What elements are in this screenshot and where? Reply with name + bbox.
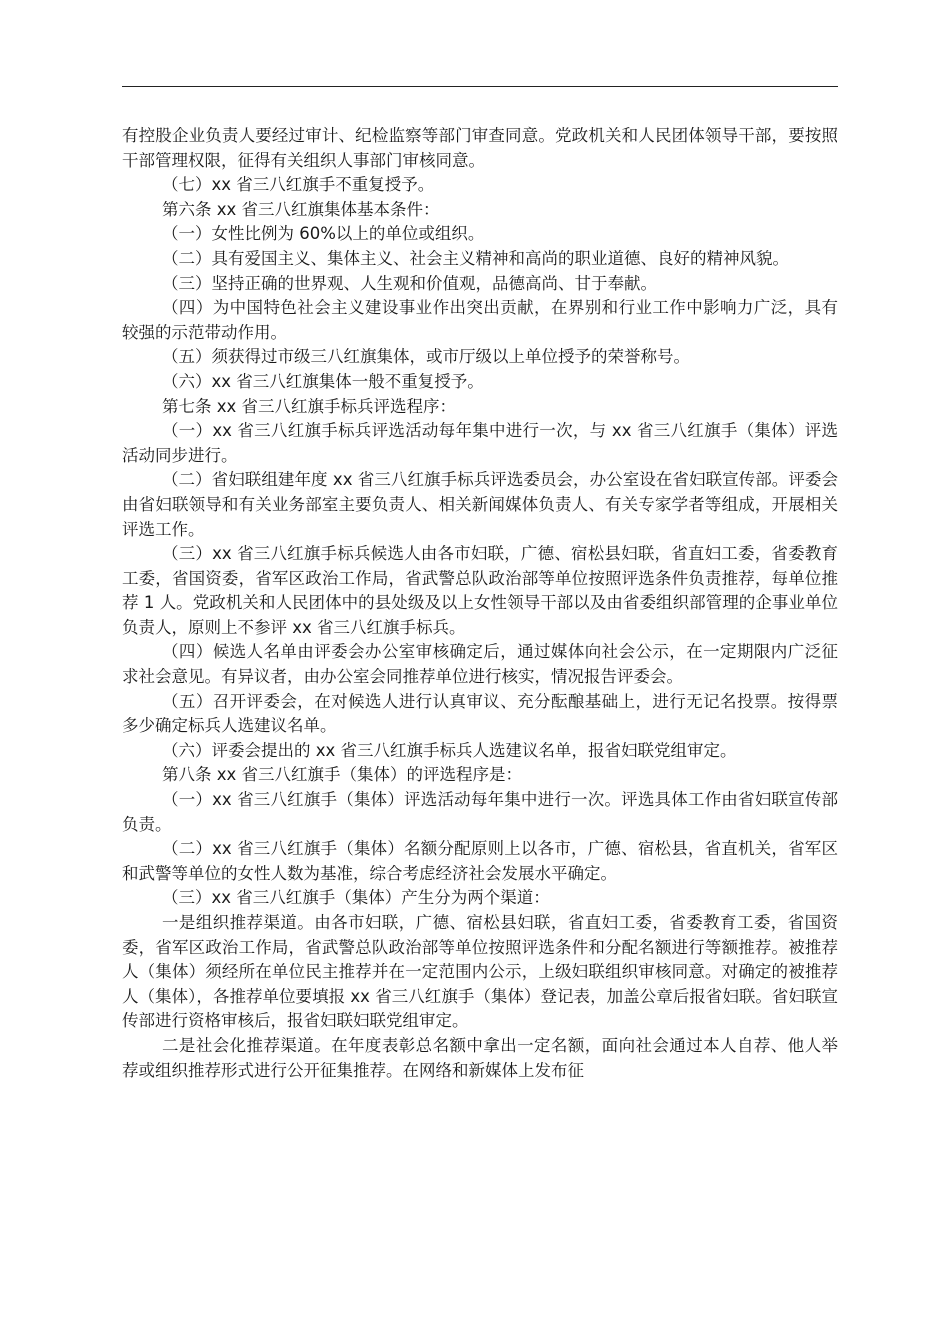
paragraph: （四）为中国特色社会主义建设事业作出突出贡献，在界别和行业工作中影响力广泛，具有较强的示范带动作用。 — [122, 298, 838, 342]
paragraph: 二是社会化推荐渠道。在年度表彰总名额中拿出一定名额，面向社会通过本人自荐、他人举荐或组织推荐形式进行公开征集推荐。在网络和新媒体上发布征 — [122, 1035, 838, 1080]
paragraph: （六）xx 省三八红旗集体一般不重复授予。 — [162, 371, 484, 391]
paragraph: （七）xx 省三八红旗手不重复授予。 — [162, 175, 435, 195]
paragraph: 第六条 xx 省三八红旗集体基本条件： — [162, 199, 440, 219]
document-body — [122, 124, 838, 1083]
paragraph: 有控股企业负责人要经过审计、纪检监察等部门审查同意。党政机关和人民团体领导干部，要按照干部管理权限，征得有关组织人事部门审核同意。 — [122, 126, 838, 170]
paragraph: （二）省妇联组建年度 xx 省三八红旗手标兵评选委员会，办公室设在省妇联宣传部。评委会由省妇联领导和有关业务部室主要负责人、相关新闻媒体负责人、有关专家学者等组成，开展相关评选工作。 — [122, 470, 838, 539]
paragraph: （三）xx 省三八红旗手标兵候选人由各市妇联，广德、宿松县妇联，省直妇工委，省委教育工委，省国资委，省军区政治工作局，省武警总队政治部等单位按照评选条件负责推荐，每单位推荐 1 人。党政机关和人民团体中的县处级及以上女性领导干部以及由省委组织部管理的企事业单位负责人，原则上不参评 xx 省三八红旗手标兵。 — [122, 544, 838, 637]
paragraph: （二）xx 省三八红旗手（集体）名额分配原则上以各市，广德、宿松县，省直机关，省军区和武警等单位的女性人数为基准，综合考虑经济社会发展水平确定。 — [122, 839, 838, 883]
paragraph: （三）xx 省三八红旗手（集体）产生分为两个渠道： — [162, 888, 550, 908]
paragraph: 一是组织推荐渠道。由各市妇联，广德、宿松县妇联，省直妇工委，省委教育工委，省国资委，省军区政治工作局，省武警总队政治部等单位按照评选条件和分配名额进行等额推荐。被推荐人（集体）须经所在单位民主推荐并在一定范围内公示，上级妇联组织审核同意。对确定的被推荐人（集体），各推荐单位要填报 xx 省三八红旗手（集体）登记表，加盖公章后报省妇联。省妇联宣传部进行资格审核后，报省妇联妇联党组审定。 — [122, 913, 838, 1031]
paragraph: （五）须获得过市级三八红旗集体，或市厅级以上单位授予的荣誉称号。 — [162, 347, 690, 367]
paragraph: 第八条 xx 省三八红旗手（集体）的评选程序是： — [162, 765, 523, 785]
paragraph: （六）评委会提出的 xx 省三八红旗手标兵人选建议名单，报省妇联党组审定。 — [162, 740, 737, 760]
paragraph: （五）召开评委会，在对候选人进行认真审议、充分酝酿基础上，进行无记名投票。按得票多少确定标兵人选建议名单。 — [122, 691, 838, 736]
paragraph: （四）候选人名单由评委会办公室审核确定后，通过媒体向社会公示，在一定期限内广泛征求社会意见。有异议者，由办公室会同推荐单位进行核实，情况报告评委会。 — [122, 642, 838, 687]
paragraph: （一）女性比例为 60%以上的单位或组织。 — [162, 224, 485, 244]
paragraph: （一）xx 省三八红旗手（集体）评选活动每年集中进行一次。评选具体工作由省妇联宣传部负责。 — [122, 790, 838, 834]
paragraph: （三）坚持正确的世界观、人生观和价值观，品德高尚、甘于奉献。 — [162, 273, 657, 293]
paragraph: （二）具有爱国主义、集体主义、社会主义精神和高尚的职业道德、良好的精神风貌。 — [162, 248, 789, 268]
header-rule — [122, 86, 838, 87]
paragraph: 第七条 xx 省三八红旗手标兵评选程序： — [162, 396, 457, 416]
paragraph: （一）xx 省三八红旗手标兵评选活动每年集中进行一次，与 xx 省三八红旗手（集体）评选活动同步进行。 — [122, 421, 838, 465]
